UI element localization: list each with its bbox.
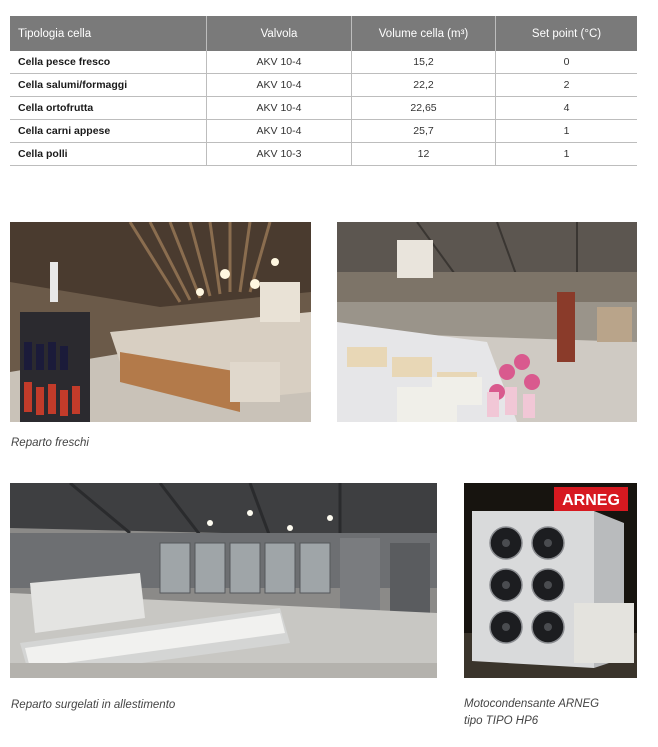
header-setpoint: Set point (°C) [496,16,638,51]
photo-fresh-department-1 [10,222,311,422]
arneg-logo-text: ARNEG [562,492,620,509]
photo-frozen-department [10,483,437,678]
table-row [10,97,637,120]
caption-arneg-line1: Motocondensante ARNEG [464,698,600,710]
cell-valve: AKV 10-4 [207,51,352,74]
table-header-row [10,16,637,51]
cell-name: Cella salumi/formaggi [10,74,207,97]
cell-name: Cella polli [10,143,207,166]
table-row [10,143,637,166]
cell-volume: 22,65 [352,97,496,120]
cell-setpoint: 1 [496,143,638,166]
caption-arneg [464,696,599,730]
cell-valve: AKV 10-4 [207,97,352,120]
caption-surgelati: Reparto surgelati in allestimento [11,699,176,711]
cell-name: Cella pesce fresco [10,51,207,74]
cell-volume: 25,7 [352,120,496,143]
cell-volume: 15,2 [352,51,496,74]
header-valvola: Valvola [207,16,352,51]
table-row [10,51,637,74]
cell-setpoint: 0 [496,51,638,74]
header-volume: Volume cella (m³) [352,16,496,51]
photo-arneg-condensing-unit [464,483,637,678]
cell-setpoint: 4 [496,97,638,120]
cell-valve: AKV 10-3 [207,143,352,166]
cell-setpoint: 1 [496,120,638,143]
cell-setpoint: 2 [496,74,638,97]
cell-table [10,16,637,166]
cell-valve: AKV 10-4 [207,74,352,97]
cell-valve: AKV 10-4 [207,120,352,143]
cell-volume: 12 [352,143,496,166]
cell-name: Cella carni appese [10,120,207,143]
caption-freschi: Reparto freschi [11,437,89,449]
cell-volume: 22,2 [352,74,496,97]
table-row [10,74,637,97]
cell-name: Cella ortofrutta [10,97,207,120]
table-row [10,120,637,143]
caption-arneg-line2: tipo TIPO HP6 [464,715,539,727]
photo-fresh-department-2 [337,222,637,422]
header-tipologia: Tipologia cella [10,16,207,51]
